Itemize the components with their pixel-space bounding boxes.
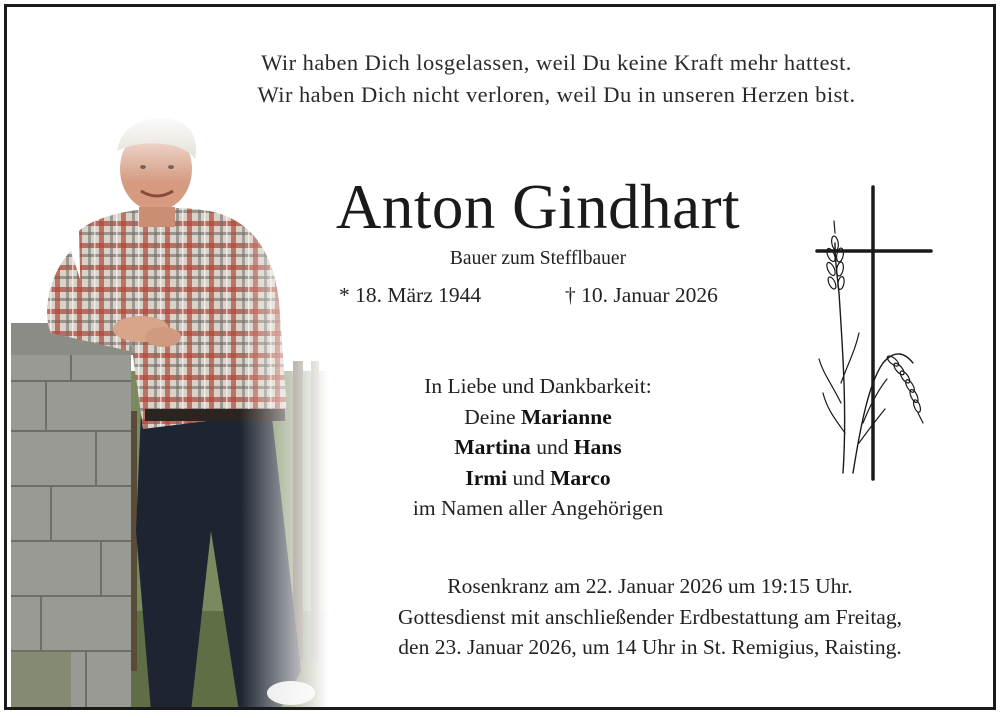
portrait-photo [11, 111, 329, 710]
family-line-1 [289, 402, 787, 433]
deceased-occupation: Bauer zum Stefflbauer [449, 248, 627, 269]
service-details [319, 571, 981, 663]
family-member-name: Marianne [520, 404, 612, 429]
family-line-3 [289, 463, 787, 494]
cross-with-wheat-icon [813, 183, 935, 483]
death-date-value: 10. Januar 2026 [581, 283, 718, 307]
family-signature [289, 371, 787, 524]
birth-date [339, 280, 481, 310]
deceased-name: Anton Gindhart [335, 172, 741, 242]
family-conjunction: und [512, 465, 545, 490]
family-member-name: Hans [573, 435, 622, 459]
service-line-1: Rosenkranz am 22. Januar 2026 um 19:15 Uhr. [447, 574, 853, 598]
death-date [565, 280, 718, 310]
memorial-quote [7, 47, 996, 111]
family-line-2 [289, 432, 787, 463]
quote-line-1: Wir haben Dich losgelassen, weil Du keine Kraft mehr hattest. [261, 50, 852, 75]
family-line-1-prefix: Deine [464, 404, 516, 429]
family-member-name: Martina [454, 435, 531, 459]
birth-date-value: 18. März 1944 [355, 283, 482, 307]
family-member-name: Marco [550, 465, 611, 490]
service-line-3: den 23. Januar 2026, um 14 Uhr in St. Remigius, Raisting. [398, 635, 902, 659]
birth-symbol: * [339, 283, 350, 307]
family-conjunction: und [536, 435, 569, 459]
family-intro: In Liebe und Dankbarkeit: [424, 374, 652, 398]
family-closing: im Namen aller Angehörigen [412, 496, 664, 520]
quote-line-2: Wir haben Dich nicht verloren, weil Du in unseren Herzen bist. [257, 82, 856, 107]
obituary-notice [4, 4, 996, 710]
service-line-2: Gottesdienst mit anschließender Erdbestattung am Freitag, [398, 604, 902, 629]
family-member-name: Irmi [465, 465, 508, 490]
death-symbol: † [565, 283, 576, 307]
